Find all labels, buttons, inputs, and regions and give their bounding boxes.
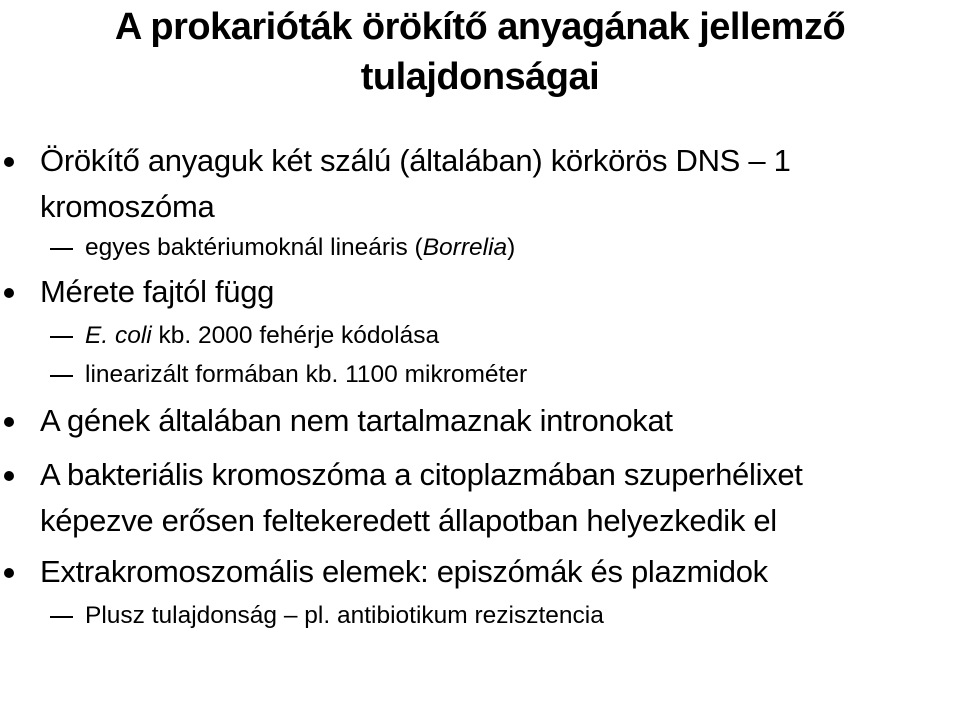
bullet-list [0,138,960,634]
bullet-item-3 [0,398,960,444]
sub-bullet-text: kb. 2000 fehérje kódolása [151,322,440,349]
bullet-item-4 [0,452,960,544]
sub-bullet-5-1 [0,598,960,634]
bullet-text-line2: képezve erősen feltekeredett állapotban helyezkedik el [40,503,777,538]
dash-bullet-icon [50,336,73,338]
sub-bullet-text: egyes baktériumoknál lineáris ( [85,234,423,261]
sub-bullet-text: Plusz tulajdonság – pl. antibiotikum rezisztencia [85,602,604,629]
bullet-dot-icon [4,288,14,298]
bullet-text-line1: Örökítő anyaguk két szálú (általában) körkörös DNS – 1 [40,143,791,178]
bullet-dot-icon [4,471,14,481]
slide-title [40,2,920,102]
bullet-text-line2: kromoszóma [40,189,215,224]
sub-bullet-1-1 [0,230,960,266]
sub-bullet-text: linearizált formában kb. 1100 mikrométer [85,361,528,388]
slide-title-line2: tulajdonságai [360,56,600,98]
dash-bullet-icon [50,616,73,618]
bullet-text: A gének általában nem tartalmaznak intronokat [40,403,673,438]
bullet-dot-icon [4,157,14,167]
sub-bullet-italic-text: E. coli [85,322,152,349]
sub-bullet-italic-text: Borrelia [422,234,508,261]
bullet-text-line1: A bakteriális kromoszóma a citoplazmában szuperhélixet [40,457,803,492]
sub-bullet-2-1 [0,318,960,354]
bullet-item-2 [0,269,960,315]
sub-bullet-2-2 [0,357,960,393]
bullet-text: Extrakromoszomális elemek: episzómák és plazmidok [40,554,768,589]
slide-title-line1: A prokarióták örökítő anyagának jellemző [114,6,846,48]
sub-bullet-text-end: ) [507,234,516,261]
bullet-dot-icon [4,417,14,427]
dash-bullet-icon [50,375,73,377]
bullet-item-5 [0,549,960,595]
dash-bullet-icon [50,248,73,250]
bullet-text: Mérete fajtól függ [40,274,275,309]
bullet-dot-icon [4,568,14,578]
bullet-item-1 [0,138,960,230]
